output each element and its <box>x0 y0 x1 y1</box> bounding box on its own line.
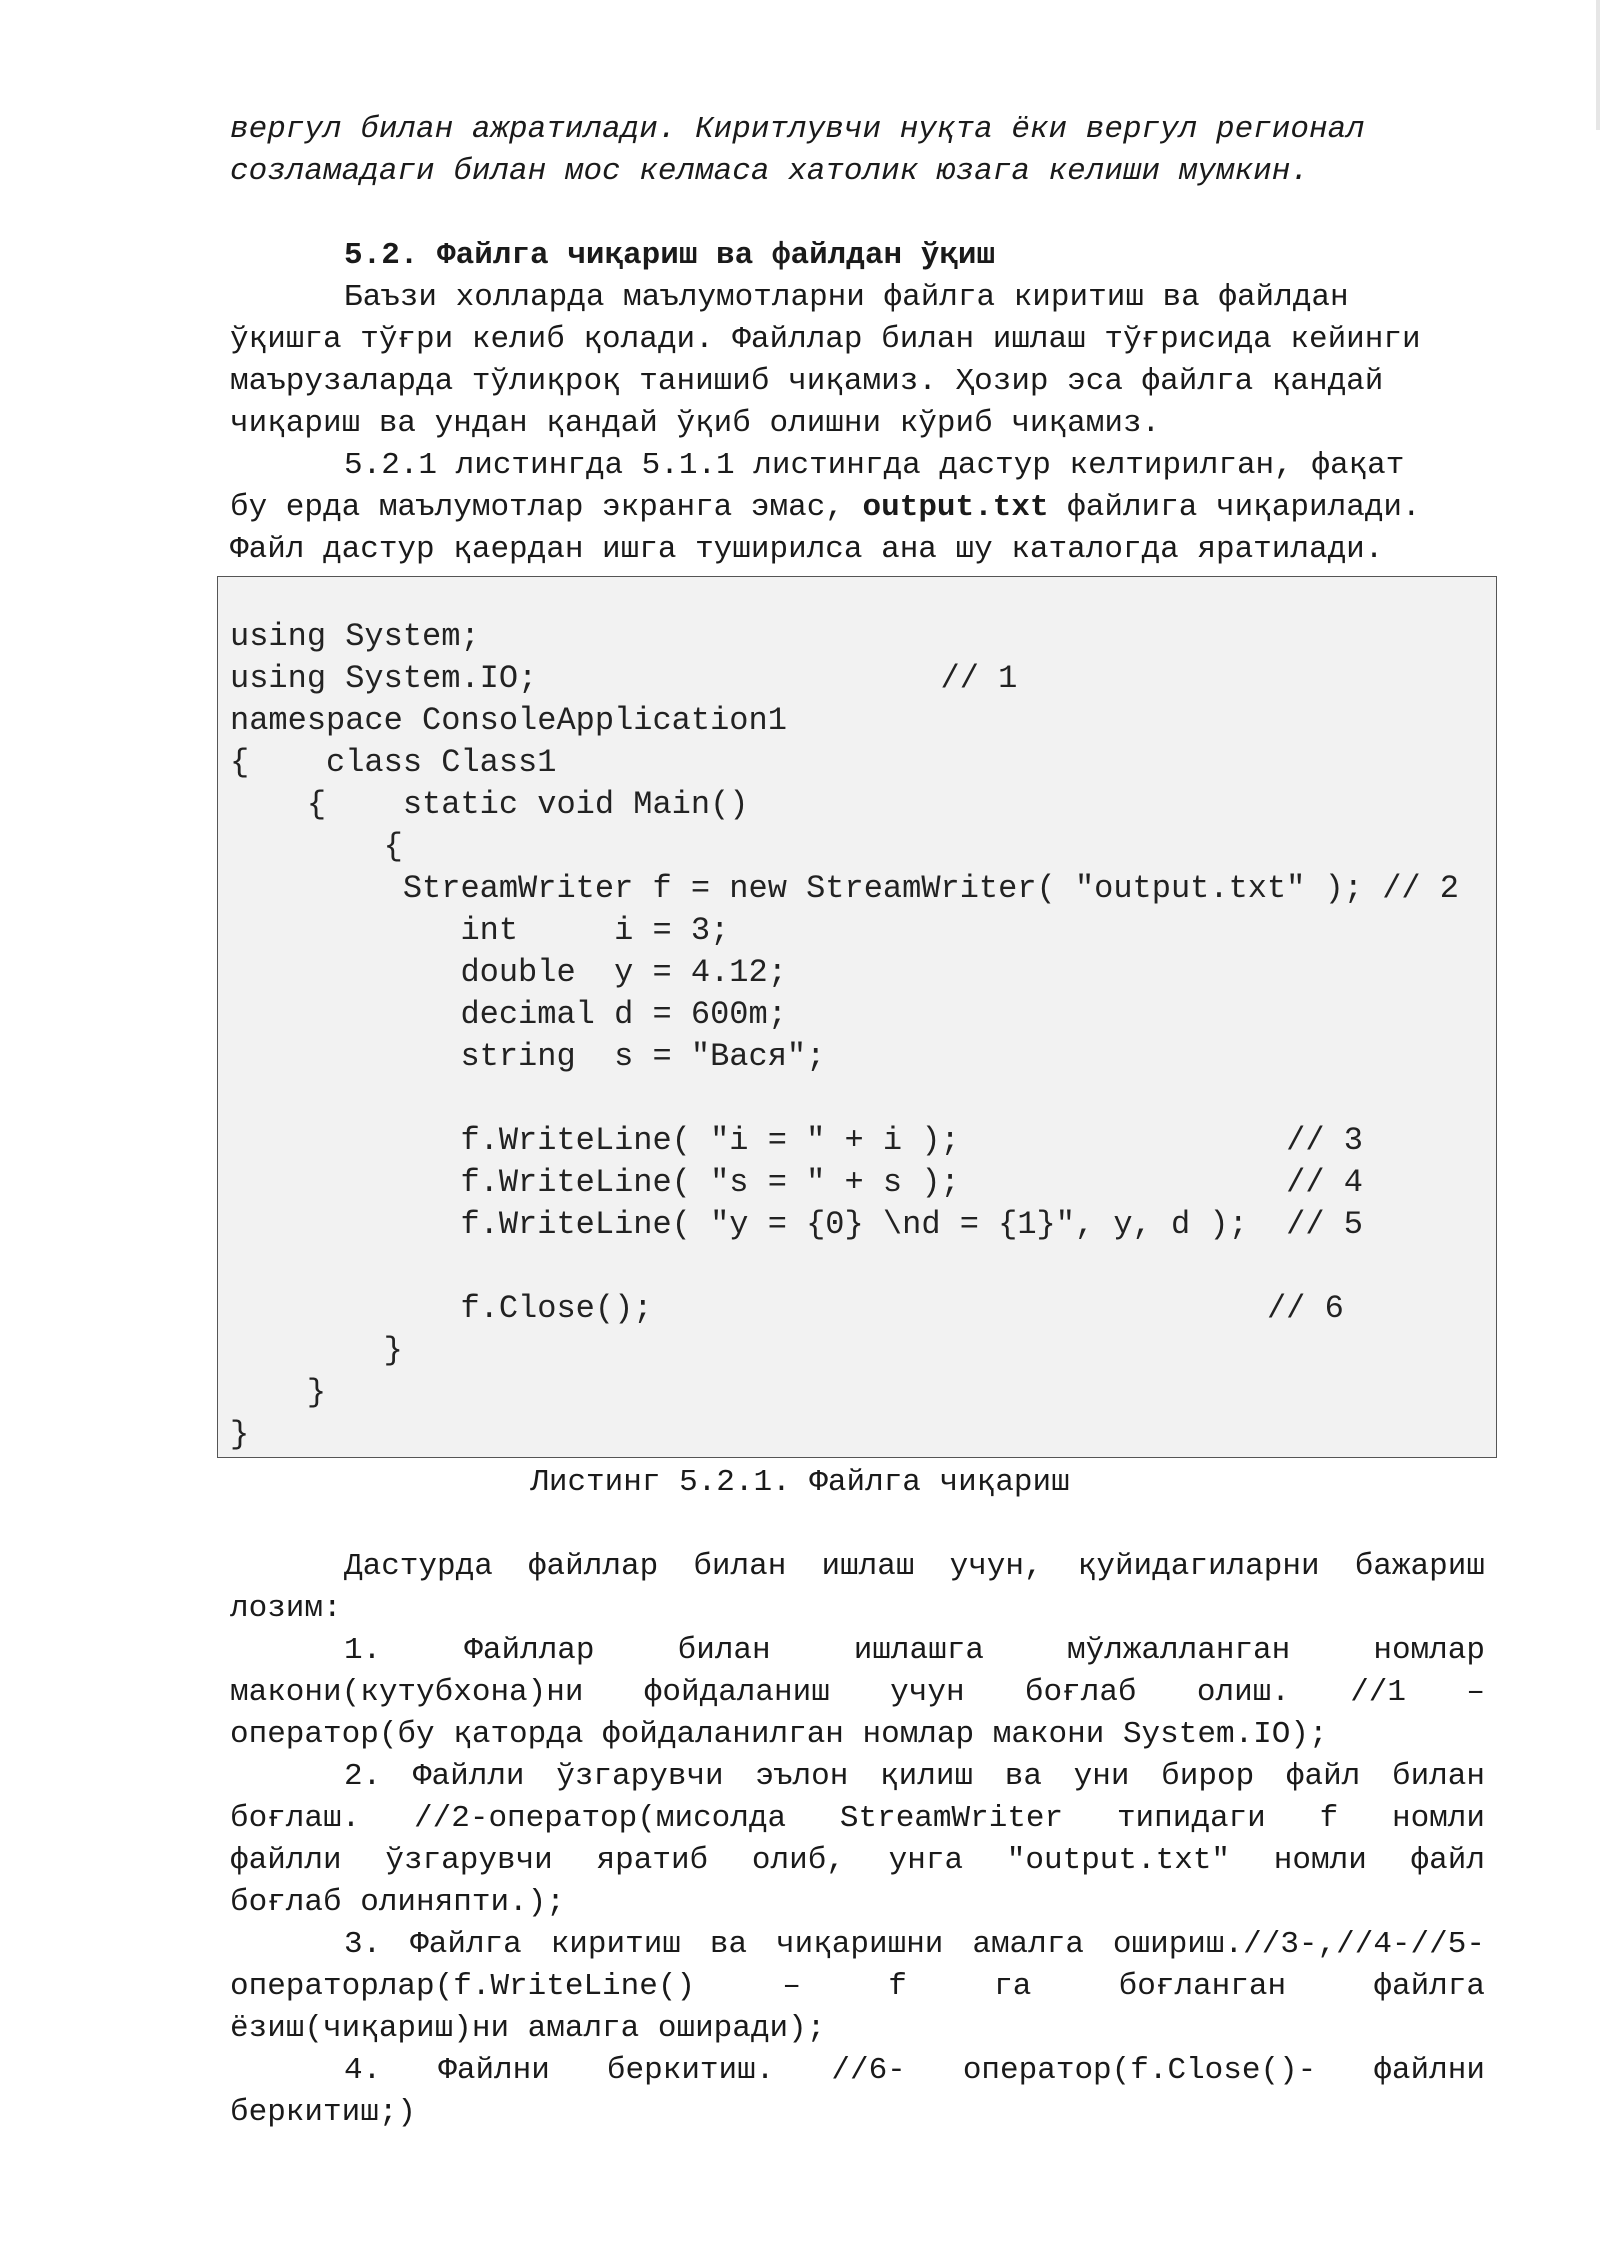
step-1-line-3: оператор(бу қаторда фойдаланилган номлар макони System.IO); <box>230 1717 1328 1752</box>
code-line: { class Class1 <box>230 744 557 781</box>
code-line <box>230 1078 1459 1120</box>
intro-line-2: созламадаги билан мос келмаса хатолик юзага келиши мумкин. <box>230 154 1309 189</box>
code-line: using System; <box>230 618 480 655</box>
word: унга <box>888 1843 964 1878</box>
word: эълон <box>755 1759 849 1794</box>
step-2-line-2 <box>230 1798 1485 1840</box>
word: номли <box>1391 1801 1485 1836</box>
paragraph-2-line-2 <box>230 487 1485 529</box>
word: "output.txt" <box>1006 1843 1231 1878</box>
word: файлга <box>1373 1969 1485 2004</box>
word: ва <box>709 1927 748 1962</box>
word: 1. <box>344 1633 382 1668</box>
paragraph-2-line-1: 5.2.1 листингда 5.1.1 листингда дастур келтирилган, фақат <box>344 448 1405 483</box>
section-heading: 5.2. Файлга чиқариш ва файлдан ўқиш <box>344 238 996 273</box>
step-2-line-1 <box>344 1756 1485 1798</box>
word: га <box>994 1969 1032 2004</box>
code-line: f.WriteLine( "i = " + i ); // 3 <box>230 1122 1363 1159</box>
word: амалга <box>972 1927 1084 1962</box>
code-line: f.WriteLine( "y = {0} \nd = {1}", y, d ); // 5 <box>230 1206 1363 1243</box>
word: боғлаб <box>1024 1675 1137 1710</box>
word: қуйидагиларни <box>1077 1549 1320 1584</box>
word: файлли <box>230 1843 342 1878</box>
word: файллар <box>527 1549 659 1584</box>
word: 2. <box>344 1759 382 1794</box>
paragraph-1-line-4: чиқариш ва ундан қандай ўқиб олишни кўриб чиқамиз. <box>230 406 1161 441</box>
word: билан <box>677 1633 771 1668</box>
step-3-line-3: ёзиш(чиқариш)ни амалга оширади); <box>230 2011 826 2046</box>
word: оператор(f.Close()- <box>962 2053 1317 2088</box>
word: киритиш <box>550 1927 681 1962</box>
word: Файллар <box>464 1633 595 1668</box>
steps-intro-line-2: лозим: <box>230 1591 342 1626</box>
filename-output-txt: output.txt <box>862 490 1049 525</box>
code-line: decimal d = 600m; <box>230 996 787 1033</box>
word: бажариш <box>1354 1549 1485 1584</box>
paragraph-1-line-2: ўқишга тўғри келиб қолади. Файллар билан ишлаш тўғрисида кейинги <box>230 322 1421 357</box>
word: //1 <box>1350 1675 1407 1710</box>
word: қилиш <box>880 1759 974 1794</box>
page-edge-shadow <box>1596 0 1600 130</box>
word: макони(кутубхона)ни <box>230 1675 584 1710</box>
step-3-line-2 <box>230 1966 1485 2008</box>
word: Файлга <box>410 1927 522 1962</box>
word: ишлашга <box>853 1633 984 1668</box>
step-2-line-3 <box>230 1840 1485 1882</box>
code-line: } <box>230 1416 250 1453</box>
word: билан <box>1391 1759 1485 1794</box>
word: боғлаш. <box>230 1801 361 1836</box>
intro-line-1: вергул билан ажратилади. Киритлувчи нуқта ёки вергул регионал <box>230 112 1365 147</box>
code-line: int i = 3; <box>230 912 730 949</box>
word: операторлар(f.WriteLine() <box>230 1969 696 2004</box>
word: учун <box>890 1675 965 1710</box>
paragraph-1-line-1: Баъзи холларда маълумотларни файлга киритиш ва файлдан <box>344 280 1349 315</box>
paragraph-2-text-pre: бу ерда маълумотлар экранга эмас, <box>230 490 863 525</box>
word: ошириш.//3-,//4-//5- <box>1112 1927 1485 1962</box>
step-1-line-1 <box>344 1630 1485 1672</box>
word: StreamWriter <box>839 1801 1064 1836</box>
word: ўзгарувчи <box>385 1843 553 1878</box>
word: Дастурда <box>344 1549 493 1584</box>
word: – <box>1466 1675 1485 1710</box>
word: номлар <box>1373 1633 1485 1668</box>
word: – <box>782 1969 801 2004</box>
code-line: } <box>230 1332 403 1369</box>
word: 3. <box>344 1927 382 1962</box>
word: Файлли <box>412 1759 525 1794</box>
code-line: StreamWriter f = new StreamWriter( "output.txt" ); // 2 <box>230 870 1459 907</box>
step-4-line-2: беркитиш;) <box>230 2095 417 2130</box>
word: //2-оператор(мисолда <box>414 1801 787 1836</box>
word: бирор <box>1161 1759 1255 1794</box>
step-1-line-2 <box>230 1672 1485 1714</box>
word: файлни <box>1373 2053 1485 2088</box>
word: беркитиш. <box>606 2053 775 2088</box>
code-line: { static void Main() <box>230 786 749 823</box>
code-line: } <box>230 1374 327 1411</box>
word: учун, <box>949 1549 1043 1584</box>
word: яратиб <box>596 1843 709 1878</box>
code-line: { <box>230 828 403 865</box>
word: файл <box>1285 1759 1361 1794</box>
steps-intro-line-1 <box>344 1546 1485 1588</box>
word: типидаги <box>1116 1801 1266 1836</box>
word: билан <box>693 1549 787 1584</box>
paragraph-2-line-3: Файл дастур қаердан ишга туширилса ана шу каталогда яратилади. <box>230 532 1384 567</box>
word: Файлни <box>438 2053 550 2088</box>
code-line: f.WriteLine( "s = " + s ); // 4 <box>230 1164 1363 1201</box>
word: мўлжалланган <box>1067 1633 1291 1668</box>
code-line: namespace ConsoleApplication1 <box>230 702 787 739</box>
listing-caption: Листинг 5.2.1. Файлга чиқариш <box>530 1465 1070 1500</box>
word: боғланган <box>1118 1969 1287 2004</box>
code-line: using System.IO; // 1 <box>230 660 1018 697</box>
word: 4. <box>344 2053 382 2088</box>
word: ўзгарувчи <box>556 1759 724 1794</box>
word: f <box>1319 1801 1339 1836</box>
paragraph-1-line-3: маърузаларда тўлиқроқ танишиб чиқамиз. Ҳозир эса файлга қандай <box>230 364 1384 399</box>
word: ва <box>1004 1759 1042 1794</box>
word: ишлаш <box>821 1549 915 1584</box>
code-line: string s = "Вася"; <box>230 1038 826 1075</box>
word: f <box>888 1969 907 2004</box>
code-listing <box>230 616 1459 1456</box>
word: олиб, <box>751 1843 845 1878</box>
code-line: double y = 4.12; <box>230 954 787 991</box>
word: номли <box>1273 1843 1367 1878</box>
word: чиқаришни <box>775 1927 944 1962</box>
word: файл <box>1410 1843 1485 1878</box>
word: фойдаланиш <box>643 1675 830 1710</box>
word: //6- <box>831 2053 906 2088</box>
step-2-line-4: боғлаб олиняпти.); <box>230 1885 565 1920</box>
step-3-line-1 <box>344 1924 1485 1966</box>
word: олиш. <box>1196 1675 1290 1710</box>
word: уни <box>1073 1759 1130 1794</box>
code-line <box>230 1246 1459 1288</box>
code-line: f.Close(); // 6 <box>230 1290 1344 1327</box>
paragraph-2-text-post: файлига чиқарилади. <box>1048 490 1421 525</box>
step-4-line-1 <box>344 2050 1485 2092</box>
